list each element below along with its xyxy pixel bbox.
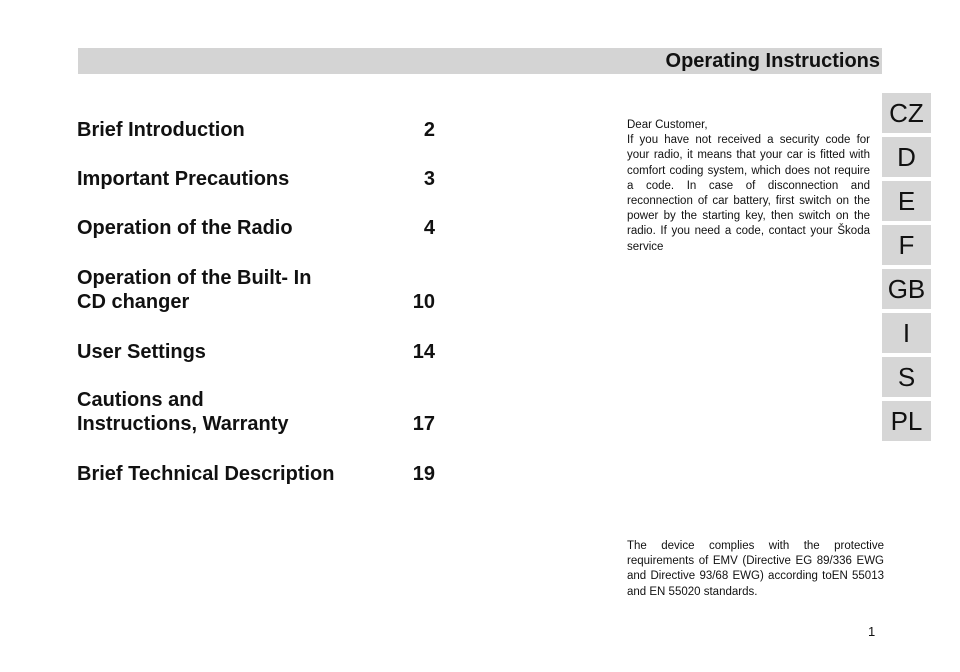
intro-text [627, 118, 870, 255]
toc-page-number: 3 [423, 168, 435, 190]
toc-title: User Settings [77, 341, 206, 363]
language-tab-d[interactable]: D [882, 137, 931, 177]
toc-title: Important Precautions [77, 168, 290, 190]
toc-entry-operation-radio[interactable] [77, 216, 437, 240]
toc-title: Brief Technical Description [77, 463, 335, 485]
intro-greeting: Dear Customer, [627, 119, 708, 131]
language-tab-gb[interactable]: GB [882, 269, 931, 309]
toc-entry-user-settings[interactable] [77, 340, 437, 364]
page-title: Operating Instructions [665, 50, 880, 72]
toc-title: Brief Introduction [77, 119, 245, 141]
toc-page-number: 19 [412, 463, 435, 485]
toc-page-number: 2 [423, 119, 435, 141]
language-tab-s[interactable]: S [882, 357, 931, 397]
toc-entry-operation-cd-changer[interactable] [77, 266, 437, 314]
toc-title: Cautions and Instructions, Warranty [77, 389, 289, 435]
language-tab-e[interactable]: E [882, 181, 931, 221]
toc-entry-cautions-warranty[interactable] [77, 388, 437, 436]
language-tab-pl[interactable]: PL [882, 401, 931, 441]
language-tabs [882, 93, 931, 445]
language-tab-i[interactable]: I [882, 313, 931, 353]
toc-page-number: 10 [412, 291, 435, 313]
intro-body: If you have not received a security code for your radio, it means that your car is fitted with comfort coding system, which does not require a code. In case of disconnection and reconnection of car battery, first switch on the power by the starting key, then switch on the radio. If you need a code, contact your Škoda service [627, 134, 870, 253]
toc-title: Operation of the Built- In CD changer [77, 267, 312, 313]
toc-page-number: 14 [412, 341, 435, 363]
toc-entry-important-precautions[interactable] [77, 167, 437, 191]
header-bar [78, 48, 882, 74]
page-number: 1 [868, 624, 876, 639]
toc-entry-technical-description[interactable] [77, 462, 437, 486]
toc-title: Operation of the Radio [77, 217, 293, 239]
toc-entry-brief-introduction[interactable] [77, 118, 437, 142]
toc-page-number: 17 [412, 413, 435, 435]
language-tab-cz[interactable]: CZ [882, 93, 931, 133]
language-tab-f[interactable]: F [882, 225, 931, 265]
toc-page-number: 4 [423, 217, 435, 239]
compliance-notice: The device complies with the protective requirements of EMV (Directive EG 89/336 EWG and Directive 93/68 EWG) according toEN 55013 and EN 55020 standards. [627, 540, 884, 598]
